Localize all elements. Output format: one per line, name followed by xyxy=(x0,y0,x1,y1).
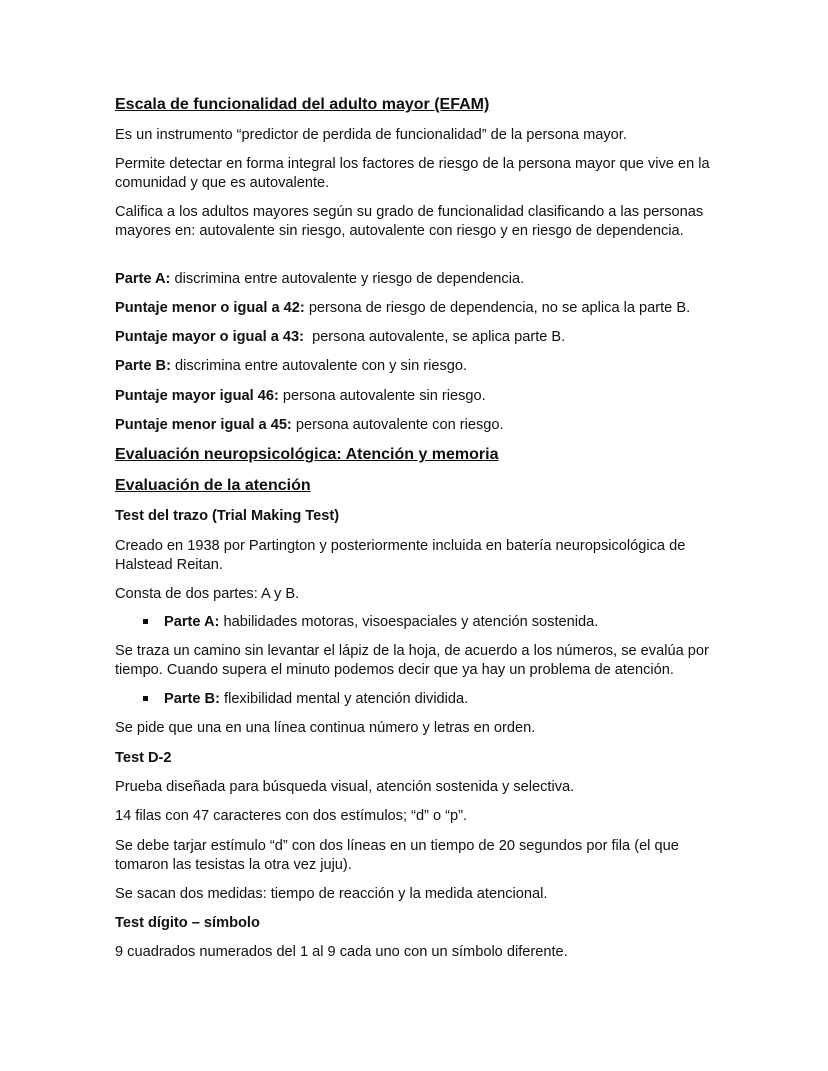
heading-efam: Escala de funcionalidad del adulto mayor (EFAM) xyxy=(115,96,490,113)
paragraph: Prueba diseñada para búsqueda visual, atención sostenida y selectiva. xyxy=(115,779,575,795)
item-text: discrimina entre autovalente y riesgo de dependencia. xyxy=(170,271,525,287)
paragraph: Se sacan dos medidas: tiempo de reacción y la medida atencional. xyxy=(115,886,548,902)
paragraph: Califica a los adultos mayores según su grado de funcionalidad clasificando a las personas mayores en: autovalente sin riesgo, autovalente con riesgo y en riesgo de dependencia. xyxy=(115,204,704,239)
bullet-item xyxy=(164,690,724,709)
paragraph: Se pide que una en una línea continua número y letras en orden. xyxy=(115,720,536,736)
paragraph: 9 cuadrados numerados del 1 al 9 cada uno con un símbolo diferente. xyxy=(115,944,568,960)
item-text: persona de riesgo de dependencia, no se aplica la parte B. xyxy=(304,300,691,316)
heading-neuropsicologica: Evaluación neuropsicológica: Atención y memoria xyxy=(115,446,499,463)
item-text: flexibilidad mental y atención dividida. xyxy=(219,691,469,707)
item-text: persona autovalente, se aplica parte B. xyxy=(303,329,566,345)
paragraph: Se debe tarjar estímulo “d” con dos líneas en un tiempo de 20 segundos por fila (el que tomaron las tesistas la otra vez juju). xyxy=(115,838,679,873)
item-label: Puntaje menor o igual a 42: xyxy=(115,300,305,316)
subheading-trazo: Test del trazo (Trial Making Test) xyxy=(115,508,340,524)
paragraph: Permite detectar en forma integral los factores de riesgo de la persona mayor que vive en la comunidad y que es autovalente. xyxy=(115,156,710,191)
scoring-item xyxy=(115,299,725,318)
item-text: persona autovalente con riesgo. xyxy=(291,417,504,433)
item-label: Parte A: xyxy=(115,271,171,287)
item-label: Parte A: xyxy=(164,614,220,630)
item-label: Puntaje menor igual a 45: xyxy=(115,417,292,433)
paragraph: Es un instrumento “predictor de perdida de funcionalidad” de la persona mayor. xyxy=(115,127,627,143)
subheading-digito: Test dígito – símbolo xyxy=(115,915,260,931)
paragraph: Consta de dos partes: A y B. xyxy=(115,586,300,602)
subheading-d2: Test D-2 xyxy=(115,750,172,766)
item-label: Parte B: xyxy=(164,691,220,707)
scoring-item xyxy=(115,270,725,289)
item-text: habilidades motoras, visoespaciales y atención sostenida. xyxy=(219,614,599,630)
bullet-item xyxy=(164,613,724,632)
scoring-item xyxy=(115,357,725,376)
item-label: Puntaje mayor igual 46: xyxy=(115,388,279,404)
scoring-item xyxy=(115,416,725,435)
paragraph: Se traza un camino sin levantar el lápiz de la hoja, de acuerdo a los números, se evalúa por tiempo. Cuando supera el minuto podemos decir que ya hay un problema de atención. xyxy=(115,643,709,678)
paragraph: 14 filas con 47 caracteres con dos estímulos; “d” o “p”. xyxy=(115,808,468,824)
item-text: persona autovalente sin riesgo. xyxy=(278,388,486,404)
bullet-icon xyxy=(143,696,148,701)
paragraph: Creado en 1938 por Partington y posteriormente incluida en batería neuropsicológica de Halstead Reitan. xyxy=(115,538,686,573)
scoring-item xyxy=(115,387,725,406)
item-label: Puntaje mayor o igual a 43: xyxy=(115,329,304,345)
scoring-item xyxy=(115,328,725,347)
bullet-icon xyxy=(143,619,148,624)
item-text: discrimina entre autovalente con y sin riesgo. xyxy=(170,358,468,374)
item-label: Parte B: xyxy=(115,358,171,374)
heading-atencion: Evaluación de la atención xyxy=(115,477,311,494)
